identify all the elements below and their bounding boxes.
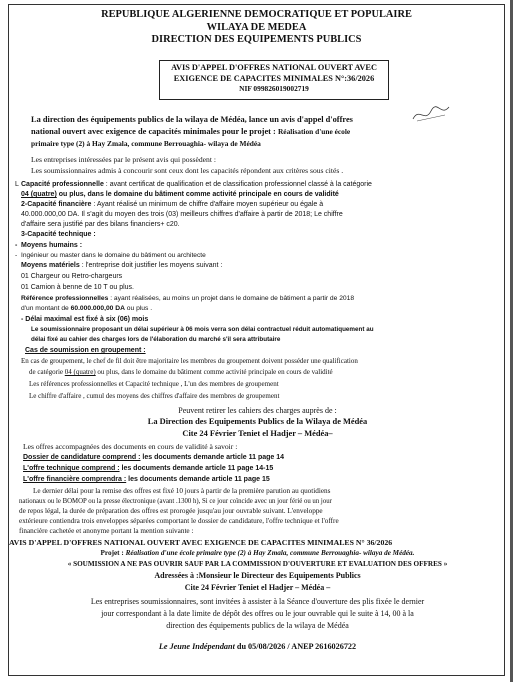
category-04: 04 (quatre) <box>21 191 57 198</box>
opening-line1: Les entreprises soumissionnaires, sont invitées à assister à la Séance d'ouverture des plis fixée le dernier <box>90 597 425 606</box>
prof-capacity-line2-text: ou plus, dans le domaine du bâtiment comme activité principale en cours de validité <box>56 191 339 198</box>
offer-technical-text: les documents demande article 11 page 14-15 <box>119 465 274 472</box>
offer-candidature-text: les documents demande article 11 page 14 <box>140 454 285 461</box>
fin-capacity <box>21 200 502 209</box>
prof-capacity <box>15 180 502 189</box>
references-amount <box>21 304 502 313</box>
envelope-project <box>17 549 498 558</box>
group-rule-1: En cas de groupement, le chef de fil doit être majoritaire les membres du groupement doivent posséder une qualification <box>21 357 358 365</box>
nif-number: NIF 099826019002719 <box>239 84 309 93</box>
offer-technical <box>23 464 504 473</box>
material-item-1: 01 Chargeur ou Retro-chargeurs <box>21 273 123 280</box>
withdraw-intro: Peuvent retirer les cahiers des charges auprès de : <box>178 406 337 415</box>
envelope-project-text: Réalisation d'une école primaire type (2) à Hay Zmala, commune Berrouaghia- wilaya de Médéa. <box>125 549 415 557</box>
material-means-text: : l'entreprise doit justifier les moyens suivant : <box>79 262 223 269</box>
deadline-line2: nationaux ou le BOMOP ou la presse électronique (avant .1300 h), Si ce jour coïncide avec un jour férié ou un jour <box>19 498 332 505</box>
dash: - <box>15 242 18 249</box>
delay-note-1: Le soumissionnaire proposant un délai supérieur à 06 mois verra son délai contractuel réduit automatiquement au <box>31 326 374 333</box>
envelope-addressee: Adressées à :Monsieur le Directeur des Equipements Publics <box>154 571 361 580</box>
intro-line2-text: national ouvert avec exigence de capacités minimales pour le projet : <box>31 127 276 136</box>
envelope-project-label: Projet : <box>100 549 126 557</box>
prof-capacity-line2 <box>21 190 502 199</box>
deadline-line5: financière cachetée et anonyme portant la mention suivante : <box>19 527 194 535</box>
dash: - <box>15 252 18 259</box>
intro-line1: La direction des équipements publics de la wilaya de Médéa, lance un avis d'appel d'offres <box>31 115 353 124</box>
tender-notice-page <box>8 4 505 676</box>
human-means-item-text: Ingénieur ou master dans le domaine du bâtiment ou architecte <box>21 252 206 259</box>
tech-capacity-label: 3-Capacité technique : <box>21 231 96 238</box>
offer-financial-text: les documents demande article 11 page 15 <box>126 476 270 483</box>
prof-capacity-text: : avant certificat de qualification et de classification professionnel classé à la catégorie <box>103 181 372 188</box>
material-item-2: 01 Camion à benne de 10 T ou plus. <box>21 284 134 291</box>
deadline-line1: Le dernier délai pour la remise des offres est fixé 10 jours à partir de la première parution au quotidiens <box>33 487 331 495</box>
publication-ref: du 05/08/2026 / ANEP 2616026722 <box>234 642 357 651</box>
notice-title-line1: AVIS D'APPEL D'OFFRES NATIONAL OUVERT AVEC <box>171 63 377 72</box>
publication-footer <box>17 642 498 651</box>
offer-financial <box>23 475 504 484</box>
notice-title-box <box>159 60 389 100</box>
group-rule-4: Le chiffre d'affaire , cumul des moyens des chiffres d'affaire des membres de groupement <box>29 392 280 400</box>
document-header <box>9 9 504 47</box>
opening-line2: jour correspondant à la date limite de dépôt des offres ou le jour ouvrable qui le suite à 14, 00 à la <box>101 609 414 618</box>
withdraw-direction: La Direction des Equipements Publics de la Wilaya de Médéa <box>147 417 368 426</box>
references-amount-value: 60.000.000,00 DA <box>70 305 125 312</box>
references-text: : ayant réalisées, au moins un projet dans le domaine de bâtiment a partir de 2018 <box>108 295 355 302</box>
deadline-line4: extérieure contiendra trois enveloppes séparées comportant le dossier de candidature, l'offre technique et l'offre <box>19 517 339 525</box>
references <box>21 294 502 303</box>
fin-capacity-line3: d'affaire sera justifié par des bilans financiers+ c20. <box>21 221 180 228</box>
group-rule-2-text: ou plus, dans le domaine du bâtiment comme activité principale en cours de validité <box>95 368 333 376</box>
material-means <box>21 261 502 270</box>
references-amount-suffix: ou plus . <box>124 305 153 312</box>
offer-candidature <box>23 453 504 462</box>
offers-intro: Les offres accompagnées des documents en cours de validité à savoir : <box>23 442 238 451</box>
group-category: 04 (quatre) <box>64 368 96 376</box>
human-means-label <box>15 241 502 250</box>
eligible-intro: Les entreprises intéressées par le présent avis qui possèdent : <box>31 155 216 164</box>
human-means-text: Moyens humains : <box>21 242 83 249</box>
header-direction: DIRECTION DES EQUIPEMENTS PUBLICS <box>151 34 362 45</box>
material-means-label: Moyens matériels <box>21 262 80 269</box>
offer-candidature-label: Dossier de candidature comprend : <box>23 454 141 461</box>
delay-note-2: délai fixé au cahier des charges lors de l'élaboration du marché s'il sera attributaire <box>31 336 281 343</box>
references-amount-prefix: d'un montant de <box>21 305 71 312</box>
envelope-title: AVIS D'APPEL D'OFFRES NATIONAL OUVERT AVEC EXIGENCE DE CAPACITES MINIMALES N° 36/2026 <box>9 538 393 547</box>
bullet-l: L <box>15 181 19 188</box>
header-wilaya: WILAYA DE MEDEA <box>206 21 307 33</box>
offer-technical-label: L'offre technique comprend : <box>23 465 120 472</box>
max-delay: - Délai maximal est fixé à six (06) mois <box>21 316 149 323</box>
deadline-line3: de repos légal, la durée de préparation des offres est prorogée jusqu'au jour ouvrable suivant. L'enveloppe <box>19 507 323 515</box>
opening-line3: direction des équipements publics de la wilaya de Médéa <box>166 621 349 630</box>
references-label: Référence professionnelles <box>21 295 109 302</box>
admitted-intro: Les soumissionnaires admis à concourir sont ceux dont les capacités répondent aux critères sous cités . <box>31 166 344 175</box>
intro-line3: primaire type (2) à Hay Zmala, commune Berrouaghia- wilaya de Médéa <box>31 139 261 148</box>
intro-project: Réalisation d'une école <box>277 127 351 136</box>
fin-capacity-label: 2-Capacité financière <box>21 201 92 208</box>
human-means-item <box>15 251 502 260</box>
fin-capacity-text: : Ayant réalisé un minimum de chiffre d'affaire moyen supérieur ou égale à <box>91 201 324 208</box>
envelope-warning: « SOUMISSION A NE PAS OUVRIR SAUF PAR LA COMMISSION D'OUVERTURE ET EVALUATION DES OFFRES » <box>67 560 448 568</box>
fin-capacity-line2: 40.000.000,00 DA. Il s'agit du moyen des trois (03) meilleurs chiffres d'affaire à partir de 2018; Le chiffre <box>21 211 343 218</box>
envelope-address: Cite 24 Février Teniet el Hadjer – Médéa – <box>184 583 331 592</box>
notice-title-line2: EXIGENCE DE CAPACITES MINIMALES N°:36/2026 <box>173 73 375 83</box>
group-rule-2 <box>29 368 510 377</box>
header-republic: REPUBLIQUE ALGERIENNE DEMOCRATIQUE ET POPULAIRE <box>101 9 412 20</box>
intro-line2 <box>31 127 512 136</box>
newspaper-name: Le Jeune Indépendant <box>158 642 235 651</box>
prof-capacity-label: Capacité professionnelle <box>21 181 104 188</box>
group-rule-3: Les références professionnelles et Capacité technique , L'un des membres de groupement <box>29 380 279 388</box>
group-rule-2-prefix: de catégorie <box>29 368 65 376</box>
group-heading: Cas de soumission en groupement : <box>25 347 146 354</box>
withdraw-address: Cite 24 Février Teniet el Hadjer – Médéa– <box>182 429 333 438</box>
offer-financial-label: L'offre financière comprendra : <box>23 476 127 483</box>
